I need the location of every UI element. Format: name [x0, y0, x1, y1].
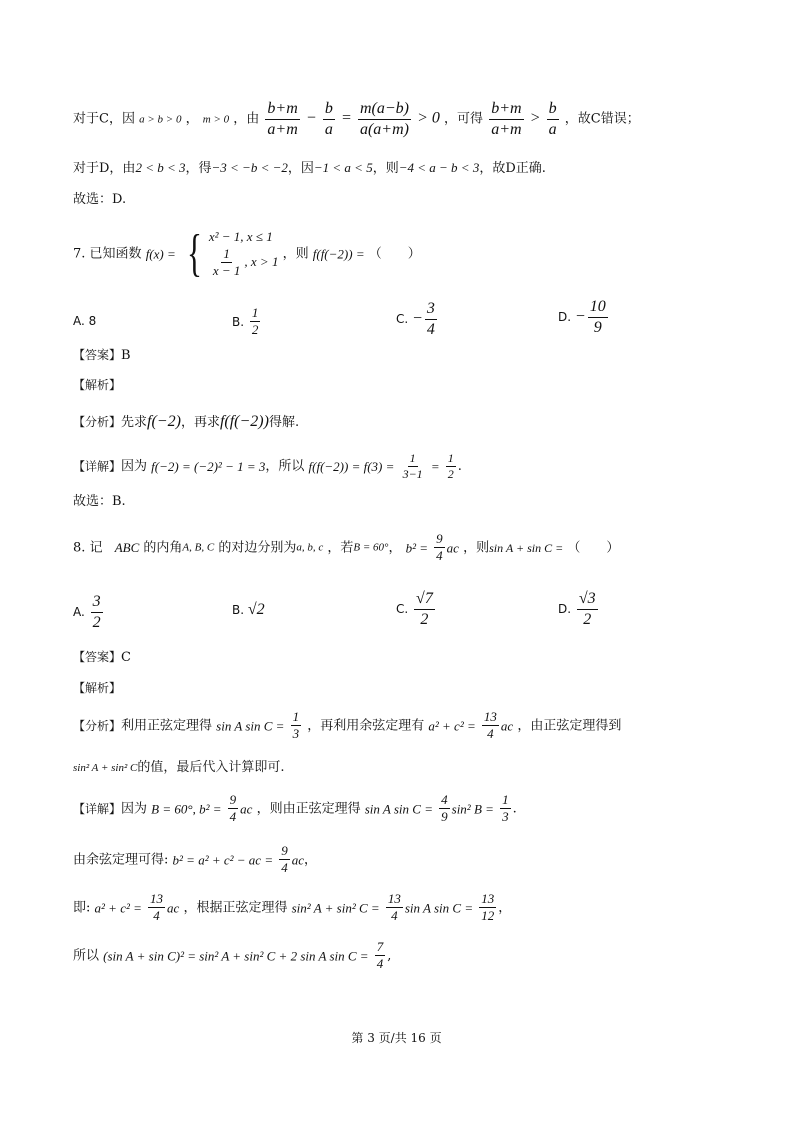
q8-xiangjie-3: 即: a² + c² = $\frac{13}{4}$ ac ，根据正弦定理得 sin² A + sin² C = $\frac{13}{4}$ sin A sin C = $\frac{13}{12}$ ，: [73, 891, 512, 924]
q7-piecewise: [180, 225, 279, 282]
q8-fenxi-2: sin² A + sin² C的值，最后代入计算即可.: [73, 760, 285, 775]
q6c-suffix: ，故C错误；: [564, 111, 640, 127]
q8-xiangjie-1: 【详解】因为 B = 60°, b² = $\frac{9}{4}$ ac ，则由正弦定理得 sin A sin C = $\frac{4}{9}$ sin² B = $\frac{1}{3}$ .: [73, 792, 517, 825]
q8-option-a: A. $\frac{3}{2}$: [73, 593, 101, 631]
q8-stem: 8. 记 ABC 的内角A, B, C 的对边分别为a, b, c ，若B = 60°， b² = $\frac{9}{4}$ ac ，则sin A + sin C = （ ）: [73, 531, 620, 564]
q7-stem: [73, 225, 421, 282]
q7-case1: x² − 1, x ≤ 1: [208, 228, 273, 244]
q6c-sep: ，: [185, 111, 199, 127]
q6c-minus: −: [305, 109, 317, 127]
q7-fx: f(x) =: [145, 246, 176, 262]
q7-fenxi: 【分析】先求f(−2)，再求f(f(−2))得解.: [73, 413, 300, 430]
q8-xiangjie-4: 所以 (sin A + sin C)² = sin² A + sin² C + 2 sin A sin C = $\frac{7}{4}$ ,: [73, 939, 392, 972]
q8-analysis-tag: 【解析】: [73, 681, 122, 695]
q7-xiangjie: 【详解】因为 f(−2) = (−2)² − 1 = 3，所以 f(f(−2)) = f(3) = $\frac{1}{3-1}$ = $\frac{1}{2}$ .: [73, 451, 462, 482]
q7-prefix: 7. 已知函数: [73, 246, 142, 262]
q7-answer: 【答案】B: [73, 348, 131, 363]
q7-ask: f(f(−2)) =: [312, 246, 365, 262]
q6-option-c-line: [73, 100, 640, 138]
q6c-sep2: ，由: [233, 111, 260, 127]
q7-analysis-tag: 【解析】: [73, 378, 122, 392]
q6c-gt0: > 0: [417, 109, 440, 127]
q7-option-a: A. 8: [73, 314, 97, 328]
q8-xiangjie-2: 由余弦定理可得: b² = a² + c² − ac = $\frac{9}{4}$ ac，: [73, 843, 318, 876]
q7-mid: ，则: [282, 246, 309, 262]
left-brace-icon: {: [186, 225, 202, 282]
q8-option-b: B. √2: [232, 601, 265, 618]
q7-option-d: D. − $\frac{10}{9}$: [558, 298, 606, 336]
q6c-cond2: m > 0: [202, 113, 230, 126]
q6d-text1: 对于D，由: [73, 161, 136, 176]
q7-choice: 故选：B.: [73, 494, 126, 509]
q6d-text4: ，则: [372, 161, 399, 176]
q6d-text2: ，得: [185, 161, 212, 176]
q6c-frac4: $\frac{b+m}{a+m}$: [491, 100, 522, 138]
q8-option-c: C. $\frac{√7}{2}$: [396, 590, 433, 628]
q6d-m3: −1 < a < 5: [313, 160, 373, 175]
q6c-frac3: $\frac{m(a-b)}{a(a+m)}$: [359, 100, 409, 138]
q7-option-c: C. − $\frac{3}{4}$: [396, 300, 435, 338]
q6c-prefix: 对于C，因: [73, 111, 135, 127]
q6c-gt: >: [529, 109, 541, 127]
q7-option-b: B. $\frac{1}{2}$: [232, 305, 259, 338]
q6d-m4: −4 < a − b < 3: [398, 160, 480, 175]
q8-option-d: D. $\frac{√3}{2}$: [558, 590, 596, 628]
q6-option-d-line: [73, 161, 546, 175]
q7-paren: （ ）: [368, 246, 421, 262]
q7-case2: $\frac{1}{x - 1}$ , x > 1: [212, 245, 279, 278]
q8-fenxi-1: 【分析】利用正弦定理得 sin A sin C = $\frac{1}{3}$ ，再利用余弦定理有 a² + c² = $\frac{13}{4}$ ac ，由正弦定理得到: [73, 709, 622, 742]
q6c-cond: a > b > 0: [139, 113, 182, 126]
q6d-text3: ，因: [287, 161, 314, 176]
q6c-eq: =: [341, 109, 352, 127]
q6-choice: 故选：D.: [73, 192, 127, 207]
q6c-mid: ，可得: [444, 111, 484, 127]
q6d-text5: ，故D正确.: [479, 161, 546, 176]
q6d-m2: −3 < −b < −2: [211, 160, 288, 175]
q6c-frac1: $\frac{b+m}{a+m}$: [267, 100, 298, 138]
page-footer: 第 3 页/共 16 页: [351, 1031, 442, 1045]
q8-answer: 【答案】C: [73, 650, 131, 665]
q6c-frac5: $\frac{b}{a}$: [548, 100, 557, 138]
q6c-frac2: $\frac{b}{a}$: [324, 100, 333, 138]
q6d-m1: 2 < b < 3: [135, 160, 186, 175]
